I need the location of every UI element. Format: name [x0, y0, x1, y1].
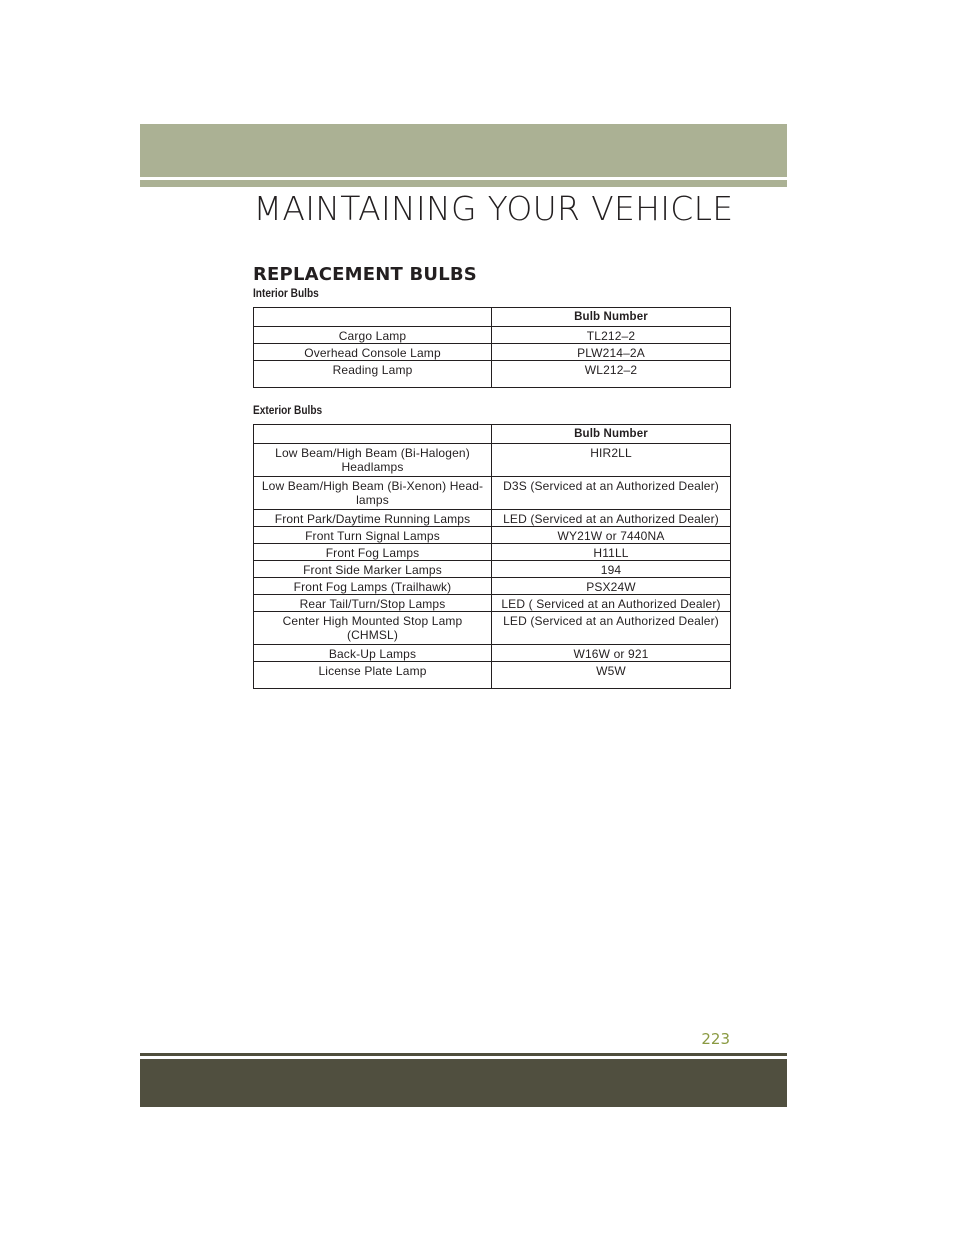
- table-row: [254, 444, 731, 477]
- bulb-number: LED ( Serviced at an Authorized Dealer): [492, 595, 731, 612]
- lamp-name: Overhead Console Lamp: [254, 344, 492, 361]
- bulb-number: HIR2LL: [492, 444, 731, 477]
- footer-band: [140, 1059, 787, 1107]
- table-header-empty: [254, 308, 492, 327]
- bulb-number: H11LL: [492, 544, 731, 561]
- table-row: [254, 527, 731, 544]
- lamp-name: Front Fog Lamps: [254, 544, 492, 561]
- bulb-number: 194: [492, 561, 731, 578]
- section-title: REPLACEMENT BULBS: [253, 264, 477, 285]
- bulb-number: PSX24W: [492, 578, 731, 595]
- table-row: [254, 361, 731, 388]
- lamp-name: Back-Up Lamps: [254, 645, 492, 662]
- table-row: [254, 344, 731, 361]
- lamp-name: Reading Lamp: [254, 361, 492, 388]
- table-row: [254, 477, 731, 510]
- bulb-number: W16W or 921: [492, 645, 731, 662]
- exterior-bulbs-label: Exterior Bulbs: [253, 405, 323, 417]
- table-header-row: [254, 425, 731, 444]
- lamp-name: Front Park/Daytime Running Lamps: [254, 510, 492, 527]
- lamp-name: Cargo Lamp: [254, 327, 492, 344]
- bulb-number: LED (Serviced at an Authorized Dealer): [492, 612, 731, 645]
- table-row: [254, 510, 731, 527]
- lamp-name: Front Turn Signal Lamps: [254, 527, 492, 544]
- table-row: [254, 544, 731, 561]
- lamp-name: Front Fog Lamps (Trailhawk): [254, 578, 492, 595]
- bulb-number: D3S (Serviced at an Authorized Dealer): [492, 477, 731, 510]
- table-header-empty: [254, 425, 492, 444]
- table-header-bulb-number: Bulb Number: [492, 425, 731, 444]
- table-row: [254, 612, 731, 645]
- interior-bulbs-table: [253, 307, 731, 388]
- lamp-name: Low Beam/High Beam (Bi-Halogen) Headlamps: [254, 444, 492, 477]
- table-header-row: [254, 308, 731, 327]
- exterior-bulbs-table: [253, 424, 731, 689]
- footer-line: [140, 1053, 787, 1056]
- table-row: [254, 561, 731, 578]
- table-row: [254, 327, 731, 344]
- table-row: [254, 578, 731, 595]
- chapter-title: MAINTAINING YOUR VEHICLE: [253, 189, 734, 228]
- header-stripe: [140, 180, 787, 187]
- bulb-number: PLW214–2A: [492, 344, 731, 361]
- table-row: [254, 662, 731, 689]
- table-row: [254, 645, 731, 662]
- lamp-name: Rear Tail/Turn/Stop Lamps: [254, 595, 492, 612]
- bulb-number: W5W: [492, 662, 731, 689]
- page-number: 223: [701, 1030, 730, 1048]
- lamp-name: License Plate Lamp: [254, 662, 492, 689]
- bulb-number: WL212–2: [492, 361, 731, 388]
- lamp-name: Front Side Marker Lamps: [254, 561, 492, 578]
- bulb-number: LED (Serviced at an Authorized Dealer): [492, 510, 731, 527]
- bulb-number: WY21W or 7440NA: [492, 527, 731, 544]
- header-band: [140, 124, 787, 177]
- lamp-name: Low Beam/High Beam (Bi-Xenon) Head-lamps: [254, 477, 492, 510]
- table-row: [254, 595, 731, 612]
- interior-bulbs-label: Interior Bulbs: [253, 288, 319, 300]
- table-header-bulb-number: Bulb Number: [492, 308, 731, 327]
- lamp-name: Center High Mounted Stop Lamp (CHMSL): [254, 612, 492, 645]
- bulb-number: TL212–2: [492, 327, 731, 344]
